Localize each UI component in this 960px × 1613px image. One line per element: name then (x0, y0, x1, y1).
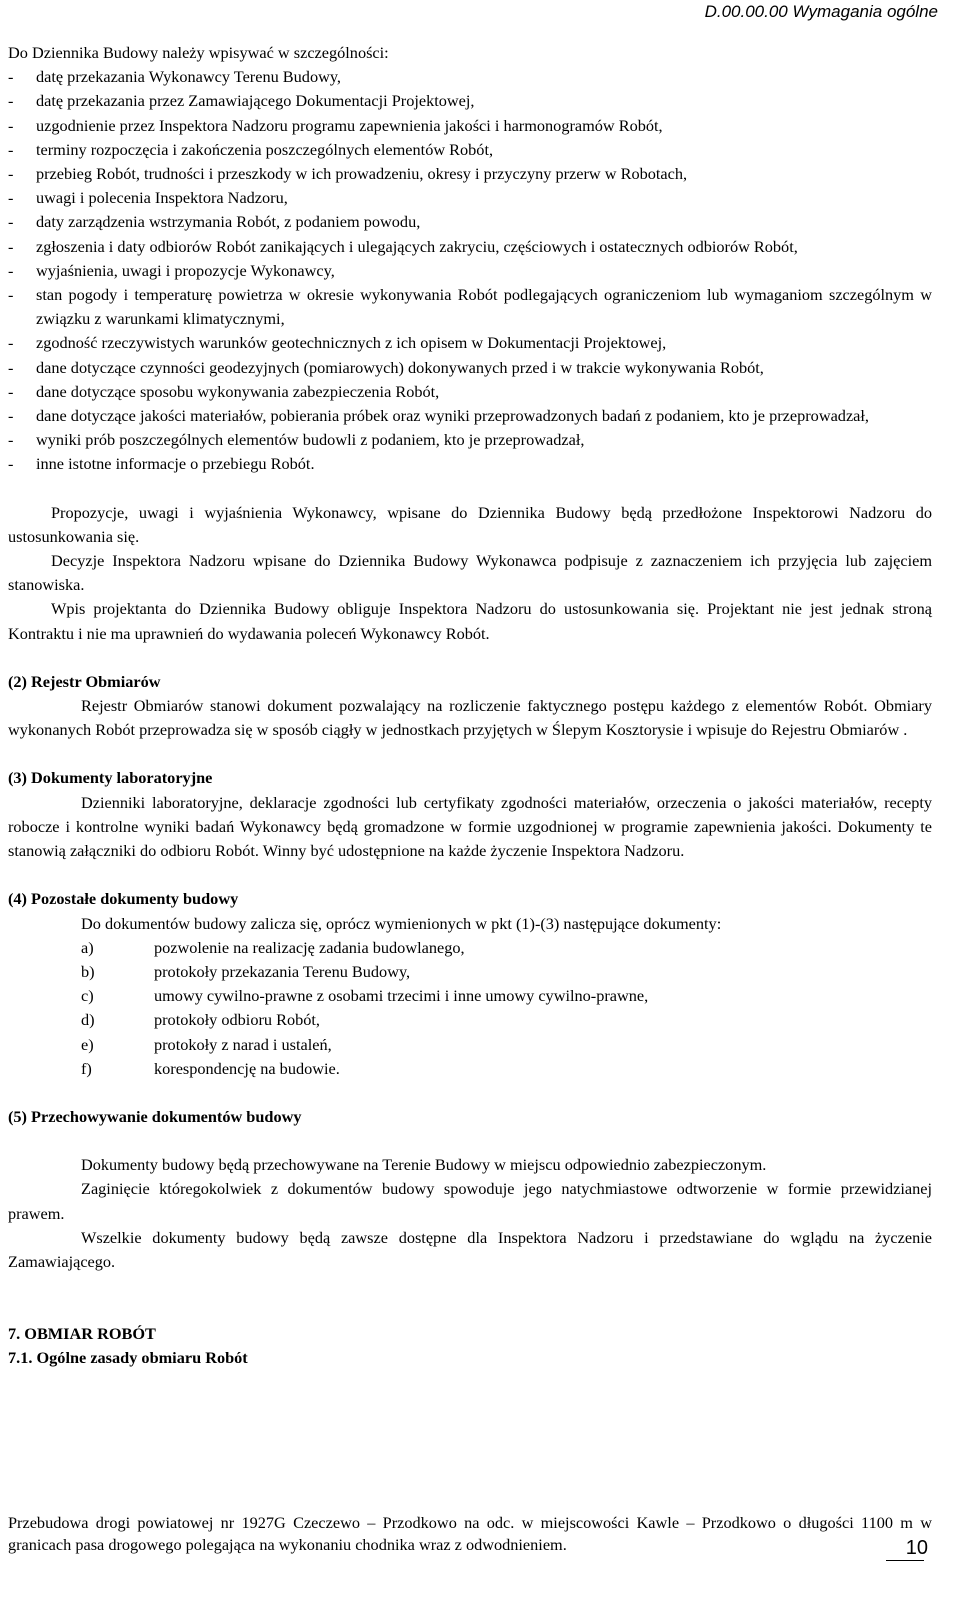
list-dash: - (8, 139, 14, 159)
item-letter: d) (81, 1010, 95, 1030)
list-dash: - (8, 454, 14, 474)
dziennik-entry (8, 235, 932, 259)
dziennik-entry (8, 259, 932, 283)
dziennik-entry (8, 162, 932, 186)
subchapter-heading-obmiar: 7.1. Ogólne zasady obmiaru Robót (8, 1348, 248, 1368)
item-text: protokoły z narad i ustaleń, (154, 1034, 332, 1054)
item-letter: e) (81, 1034, 94, 1054)
paragraph-designer-entry: Wpis projektanta do Dziennika Budowy obliguje Inspektora Nadzoru do ustosunkowania się. Projektant nie jest jednak stroną Kontraktu i nie ma uprawnień do wydawania poleceń Wykonawcy Robót. (8, 599, 932, 643)
page-number: 10 (905, 1537, 928, 1559)
other-document-item (8, 1057, 932, 1081)
dziennik-entry-text: uwagi i polecenia Inspektora Nadzoru, (36, 188, 288, 208)
dziennik-entry (8, 428, 932, 452)
item-text: umowy cywilno-prawne z osobami trzecimi i inne umowy cywilno-prawne, (154, 986, 649, 1006)
item-text: korespondencję na budowie. (154, 1058, 340, 1078)
dziennik-entry (8, 65, 932, 89)
item-text: protokoły przekazania Terenu Budowy, (154, 961, 411, 981)
footer-project-title: Przebudowa drogi powiatowej nr 1927G Czeczewo – Przodkowo na odc. w miejscowości Kawle – Przodkowo o długości 1100 m w granicach pasa drogowego polegająca na wykonaniu chodnika wraz z odwodnieniem. (8, 1513, 932, 1554)
other-documents-intro: Do dokumentów budowy zalicza się, oprócz wymienionych w pkt (1)-(3) następujące dokumenty: (81, 913, 722, 933)
list-dash: - (8, 188, 14, 208)
section-heading-other-documents: (4) Pozostałe dokumenty budowy (8, 889, 239, 909)
dziennik-entry (8, 114, 932, 138)
list-dash: - (8, 164, 14, 184)
list-dash: - (8, 236, 14, 256)
dziennik-entry-text: inne istotne informacje o przebiegu Robót. (36, 454, 315, 474)
section-heading-laboratory: (3) Dokumenty laboratoryjne (8, 768, 213, 788)
page-content (8, 41, 932, 1371)
paragraph-storage-location: Dokumenty budowy będą przechowywane na Terenie Budowy w miejscu odpowiednio zabezpieczonym. (81, 1155, 767, 1175)
dziennik-entry-text: zgłoszenia i daty odbiorów Robót zanikających i ulegających zakryciu, częściowych i ostatecznych odbiorów Robót, (36, 236, 798, 256)
dziennik-entry (8, 138, 932, 162)
dziennik-entry-text: dane dotyczące jakości materiałów, pobierania próbek oraz wyniki przeprowadzonych badań z podaniem, kto je przeprowadzał, (36, 406, 869, 426)
dziennik-entry-text: datę przekazania przez Zamawiającego Dokumentacji Projektowej, (36, 91, 475, 111)
list-dash: - (8, 357, 14, 377)
dziennik-entry (8, 356, 932, 380)
dziennik-entry-text: daty zarządzenia wstrzymania Robót, z podaniem powodu, (36, 212, 421, 232)
dziennik-entry (8, 283, 932, 331)
list-dash: - (8, 333, 14, 353)
dziennik-entry (8, 331, 932, 355)
dziennik-entry-text: datę przekazania Wykonawcy Terenu Budowy, (36, 67, 341, 87)
list-dash: - (8, 91, 14, 111)
list-dash: - (8, 115, 14, 135)
other-document-item (8, 1033, 932, 1057)
dziennik-entry (8, 380, 932, 404)
dziennik-entry (8, 452, 932, 476)
list-dash: - (8, 406, 14, 426)
other-documents-list (8, 936, 932, 1081)
dziennik-entry (8, 404, 932, 428)
paragraph-storage-access: Wszelkie dokumenty budowy będą zawsze dostępne dla Inspektora Nadzoru i przedstawiane do wglądu na życzenie Zamawiającego. (8, 1227, 932, 1271)
item-text: protokoły odbioru Robót, (154, 1010, 320, 1030)
other-document-item (8, 960, 932, 984)
document-code-header: D.00.00.00 Wymagania ogólne (704, 2, 938, 21)
dziennik-entry-text: zgodność rzeczywistych warunków geotechnicznych z ich opisem w Dokumentacji Projektowej, (36, 333, 667, 353)
paragraph-rejestr: Rejestr Obmiarów stanowi dokument pozwalający na rozliczenie faktycznego postępu każdego z elementów Robót. Obmiary wykonanych Robót przeprowadza się w sposób ciągły w jednostkach przyjętych w Ślepym Kosztorysie i wpisuje do Rejestru Obmiarów . (8, 696, 932, 740)
page-number-underline (886, 1560, 924, 1561)
section-heading-storage: (5) Przechowywanie dokumentów budowy (8, 1106, 302, 1126)
dziennik-entry (8, 186, 932, 210)
paragraph-laboratory: Dzienniki laboratoryjne, deklaracje zgodności lub certyfikaty zgodności materiałów, orzeczenia o jakości materiałów, recepty robocze i kontrolne wyniki badań Wykonawcy będą gromadzone w formie uzgodnionej w programie zapewnienia jakości. Dokumenty te stanowią załączniki do odbioru Robót. Winny być udostępnione na każde życzenie Inspektora Nadzoru. (8, 792, 932, 861)
dziennik-entry (8, 89, 932, 113)
dziennik-intro: Do Dziennika Budowy należy wpisywać w szczególności: (8, 43, 389, 62)
other-document-item (8, 1008, 932, 1032)
list-dash: - (8, 381, 14, 401)
paragraph-storage-loss: Zaginięcie któregokolwiek z dokumentów budowy spowoduje jego natychmiastowe odtworzenie w formie przewidzianej prawem. (8, 1179, 932, 1223)
dziennik-entry-text: dane dotyczące czynności geodezyjnych (pomiarowych) dokonywanych przed i w trakcie wykonywania Robót, (36, 357, 764, 377)
list-dash: - (8, 212, 14, 232)
other-document-item (8, 984, 932, 1008)
section-heading-rejestr: (2) Rejestr Obmiarów (8, 671, 161, 691)
paragraph-proposals: Propozycje, uwagi i wyjaśnienia Wykonawcy, wpisane do Dziennika Budowy będą przedłożone Inspektorowi Nadzoru do ustosunkowania się. (8, 502, 932, 546)
dziennik-entry (8, 210, 932, 234)
dziennik-entry-text: terminy rozpoczęcia i zakończenia poszczególnych elementów Robót, (36, 139, 494, 159)
dziennik-entries-list (8, 65, 932, 476)
list-dash: - (8, 260, 14, 280)
dziennik-entry-text: uzgodnienie przez Inspektora Nadzoru programu zapewnienia jakości i harmonogramów Robót, (36, 115, 663, 135)
other-document-item (8, 936, 932, 960)
item-letter: f) (81, 1058, 92, 1078)
item-text: pozwolenie na realizację zadania budowlanego, (154, 937, 465, 957)
item-letter: a) (81, 937, 94, 957)
chapter-heading-obmiar: 7. OBMIAR ROBÓT (8, 1324, 156, 1344)
list-dash: - (8, 67, 14, 87)
dziennik-entry-text: wyniki prób poszczególnych elementów budowli z podaniem, kto je przeprowadzał, (36, 430, 585, 450)
dziennik-entry-text: dane dotyczące sposobu wykonywania zabezpieczenia Robót, (36, 381, 440, 401)
paragraph-decisions: Decyzje Inspektora Nadzoru wpisane do Dziennika Budowy Wykonawca podpisuje z zaznaczeniem ich przyjęcia lub zajęciem stanowiska. (8, 551, 932, 595)
dziennik-entry-text: stan pogody i temperaturę powietrza w okresie wykonywania Robót podlegających ograniczeniom lub wymaganiom szczególnym w związku z warunkami klimatycznymi, (36, 285, 932, 329)
item-letter: c) (81, 986, 94, 1006)
dziennik-entry-text: wyjaśnienia, uwagi i propozycje Wykonawcy, (36, 260, 335, 280)
list-dash: - (8, 285, 14, 305)
item-letter: b) (81, 961, 95, 981)
list-dash: - (8, 430, 14, 450)
dziennik-entry-text: przebieg Robót, trudności i przeszkody w ich prowadzeniu, okresy i przyczyny przerw w Robotach, (36, 164, 688, 184)
